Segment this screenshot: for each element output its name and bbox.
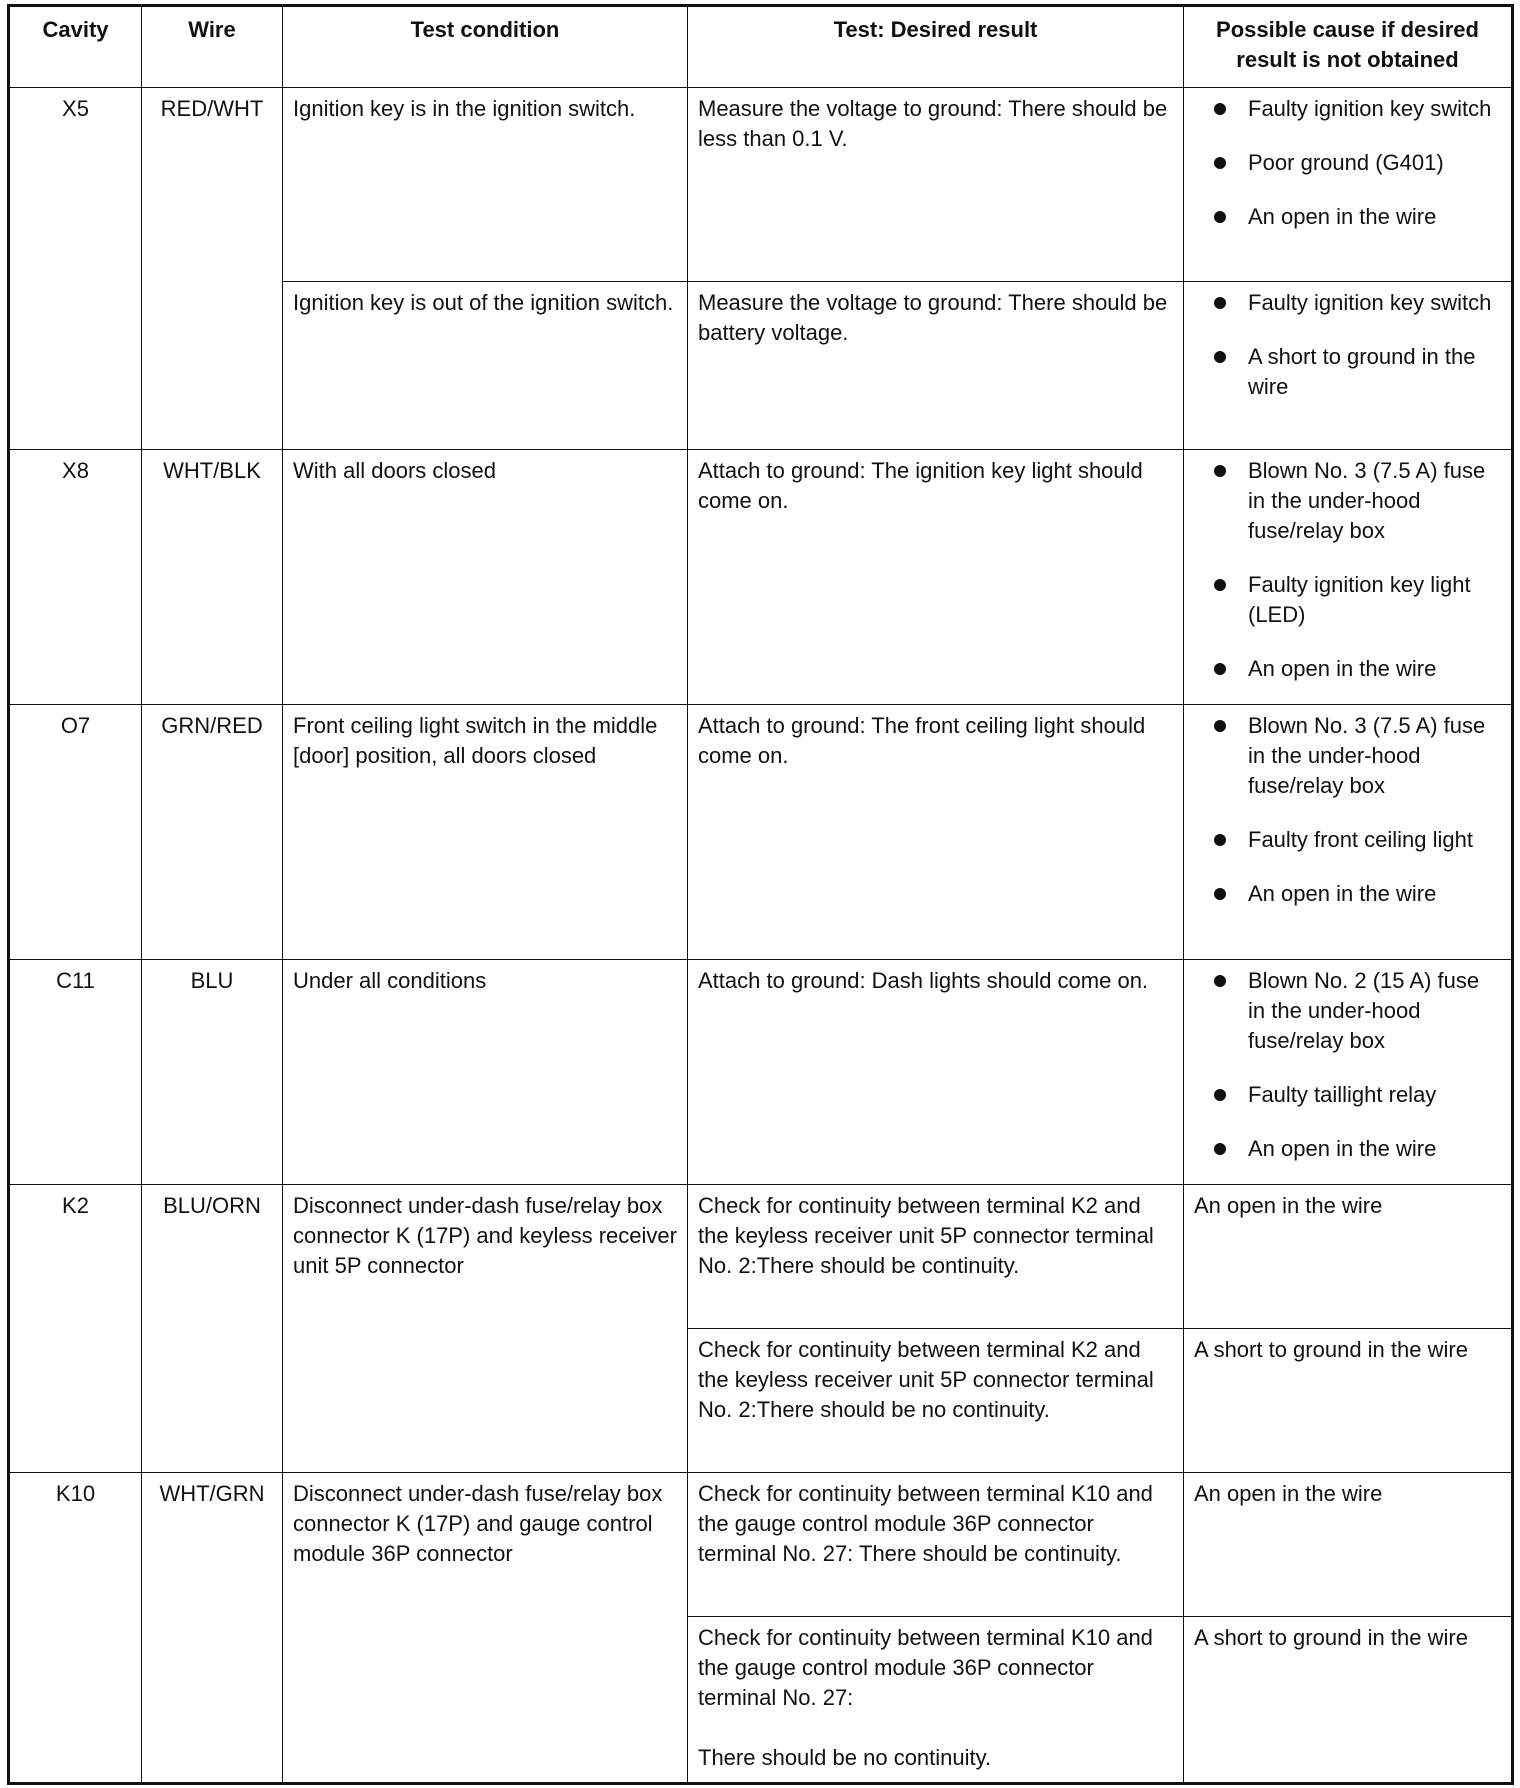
cavity-cell: K2 bbox=[9, 1185, 142, 1473]
wire-cell: BLU/ORN bbox=[142, 1185, 283, 1473]
desired-result-cell bbox=[688, 705, 1184, 960]
wire-cell: GRN/RED bbox=[142, 705, 283, 960]
desired-result-text: Check for continuity between terminal K2 and the keyless receiver unit 5P connector terminal No. 2:There should be continuity. bbox=[698, 1193, 1154, 1278]
table-row bbox=[9, 450, 1513, 705]
cavity-cell: C11 bbox=[9, 960, 142, 1185]
test-condition-cell: Ignition key is out of the ignition switch. bbox=[283, 282, 688, 450]
table-row bbox=[9, 960, 1513, 1185]
desired-result-cell bbox=[688, 450, 1184, 705]
cause-list bbox=[1194, 288, 1501, 402]
desired-result-cell bbox=[688, 1473, 1184, 1617]
cavity-cell: X5 bbox=[9, 88, 142, 450]
test-condition-cell: Disconnect under-dash fuse/relay box connector K (17P) and gauge control module 36P connector bbox=[283, 1473, 688, 1784]
desired-result-text: Attach to ground: Dash lights should come on. bbox=[698, 968, 1149, 993]
cavity-cell: K10 bbox=[9, 1473, 142, 1784]
desired-result-text: Check for continuity between terminal K10 and the gauge control module 36P connector terminal No. 27: bbox=[698, 1625, 1153, 1710]
cause-item: Poor ground (G401) bbox=[1194, 148, 1501, 178]
possible-cause-cell bbox=[1184, 88, 1513, 282]
desired-result-text: Measure the voltage to ground: There should be battery voltage. bbox=[698, 290, 1168, 345]
cause-item: Faulty front ceiling light bbox=[1194, 825, 1501, 855]
header-test-condition: Test condition bbox=[283, 6, 688, 88]
cause-item: An open in the wire bbox=[1194, 1134, 1501, 1164]
wire-cell: WHT/GRN bbox=[142, 1473, 283, 1784]
desired-result-text: Check for continuity between terminal K10 and the gauge control module 36P connector terminal No. 27: There should be continuity. bbox=[698, 1481, 1153, 1566]
cause-list bbox=[1194, 966, 1501, 1164]
test-condition-cell: Disconnect under-dash fuse/relay box connector K (17P) and keyless receiver unit 5P connector bbox=[283, 1185, 688, 1473]
cause-item: An open in the wire bbox=[1194, 654, 1501, 684]
table-row bbox=[9, 705, 1513, 960]
troubleshooting-table bbox=[7, 4, 1514, 1785]
cause-list bbox=[1194, 94, 1501, 232]
possible-cause-cell: An open in the wire bbox=[1184, 1473, 1513, 1617]
cause-item: Faulty ignition key switch bbox=[1194, 94, 1501, 124]
test-condition-cell: Front ceiling light switch in the middle [door] position, all doors closed bbox=[283, 705, 688, 960]
cause-item: Faulty ignition key switch bbox=[1194, 288, 1501, 318]
desired-result-cell bbox=[688, 88, 1184, 282]
desired-result-cell bbox=[688, 1617, 1184, 1784]
test-condition-cell: Under all conditions bbox=[283, 960, 688, 1185]
cause-item: A short to ground in the wire bbox=[1194, 342, 1501, 402]
cause-item: An open in the wire bbox=[1194, 202, 1501, 232]
cause-item: Blown No. 3 (7.5 A) fuse in the under-hood fuse/relay box bbox=[1194, 711, 1501, 801]
cavity-cell: X8 bbox=[9, 450, 142, 705]
cause-item: Faulty taillight relay bbox=[1194, 1080, 1501, 1110]
wire-cell: WHT/BLK bbox=[142, 450, 283, 705]
header-desired-result: Test: Desired result bbox=[688, 6, 1184, 88]
desired-result-cell bbox=[688, 960, 1184, 1185]
possible-cause-cell bbox=[1184, 705, 1513, 960]
possible-cause-cell bbox=[1184, 282, 1513, 450]
cause-list bbox=[1194, 711, 1501, 909]
header-wire: Wire bbox=[142, 6, 283, 88]
desired-result-cell bbox=[688, 1185, 1184, 1329]
desired-result-text: Attach to ground: The front ceiling light should come on. bbox=[698, 713, 1146, 768]
desired-result-cell bbox=[688, 282, 1184, 450]
desired-result-cell bbox=[688, 1329, 1184, 1473]
cavity-cell: O7 bbox=[9, 705, 142, 960]
cause-item: An open in the wire bbox=[1194, 879, 1501, 909]
wire-cell: RED/WHT bbox=[142, 88, 283, 450]
test-condition-cell: With all doors closed bbox=[283, 450, 688, 705]
cause-list bbox=[1194, 456, 1501, 684]
desired-result-text: Check for continuity between terminal K2 and the keyless receiver unit 5P connector terminal No. 2:There should be no continuity. bbox=[698, 1337, 1154, 1422]
desired-result-text: There should be no continuity. bbox=[698, 1745, 992, 1770]
possible-cause-cell bbox=[1184, 960, 1513, 1185]
header-possible-cause: Possible cause if desired result is not obtained bbox=[1184, 6, 1513, 88]
header-row bbox=[9, 6, 1513, 88]
possible-cause-cell: An open in the wire bbox=[1184, 1185, 1513, 1329]
possible-cause-cell: A short to ground in the wire bbox=[1184, 1329, 1513, 1473]
table-row bbox=[9, 1473, 1513, 1617]
desired-result-text: Attach to ground: The ignition key light should come on. bbox=[698, 458, 1143, 513]
table-row bbox=[9, 1185, 1513, 1329]
cause-item: Blown No. 3 (7.5 A) fuse in the under-hood fuse/relay box bbox=[1194, 456, 1501, 546]
header-cavity: Cavity bbox=[9, 6, 142, 88]
cause-item: Faulty ignition key light (LED) bbox=[1194, 570, 1501, 630]
table-row bbox=[9, 88, 1513, 282]
possible-cause-cell bbox=[1184, 450, 1513, 705]
wire-cell: BLU bbox=[142, 960, 283, 1185]
desired-result-text: Measure the voltage to ground: There should be less than 0.1 V. bbox=[698, 96, 1168, 151]
possible-cause-cell: A short to ground in the wire bbox=[1184, 1617, 1513, 1784]
test-condition-cell: Ignition key is in the ignition switch. bbox=[283, 88, 688, 282]
cause-item: Blown No. 2 (15 A) fuse in the under-hood fuse/relay box bbox=[1194, 966, 1501, 1056]
